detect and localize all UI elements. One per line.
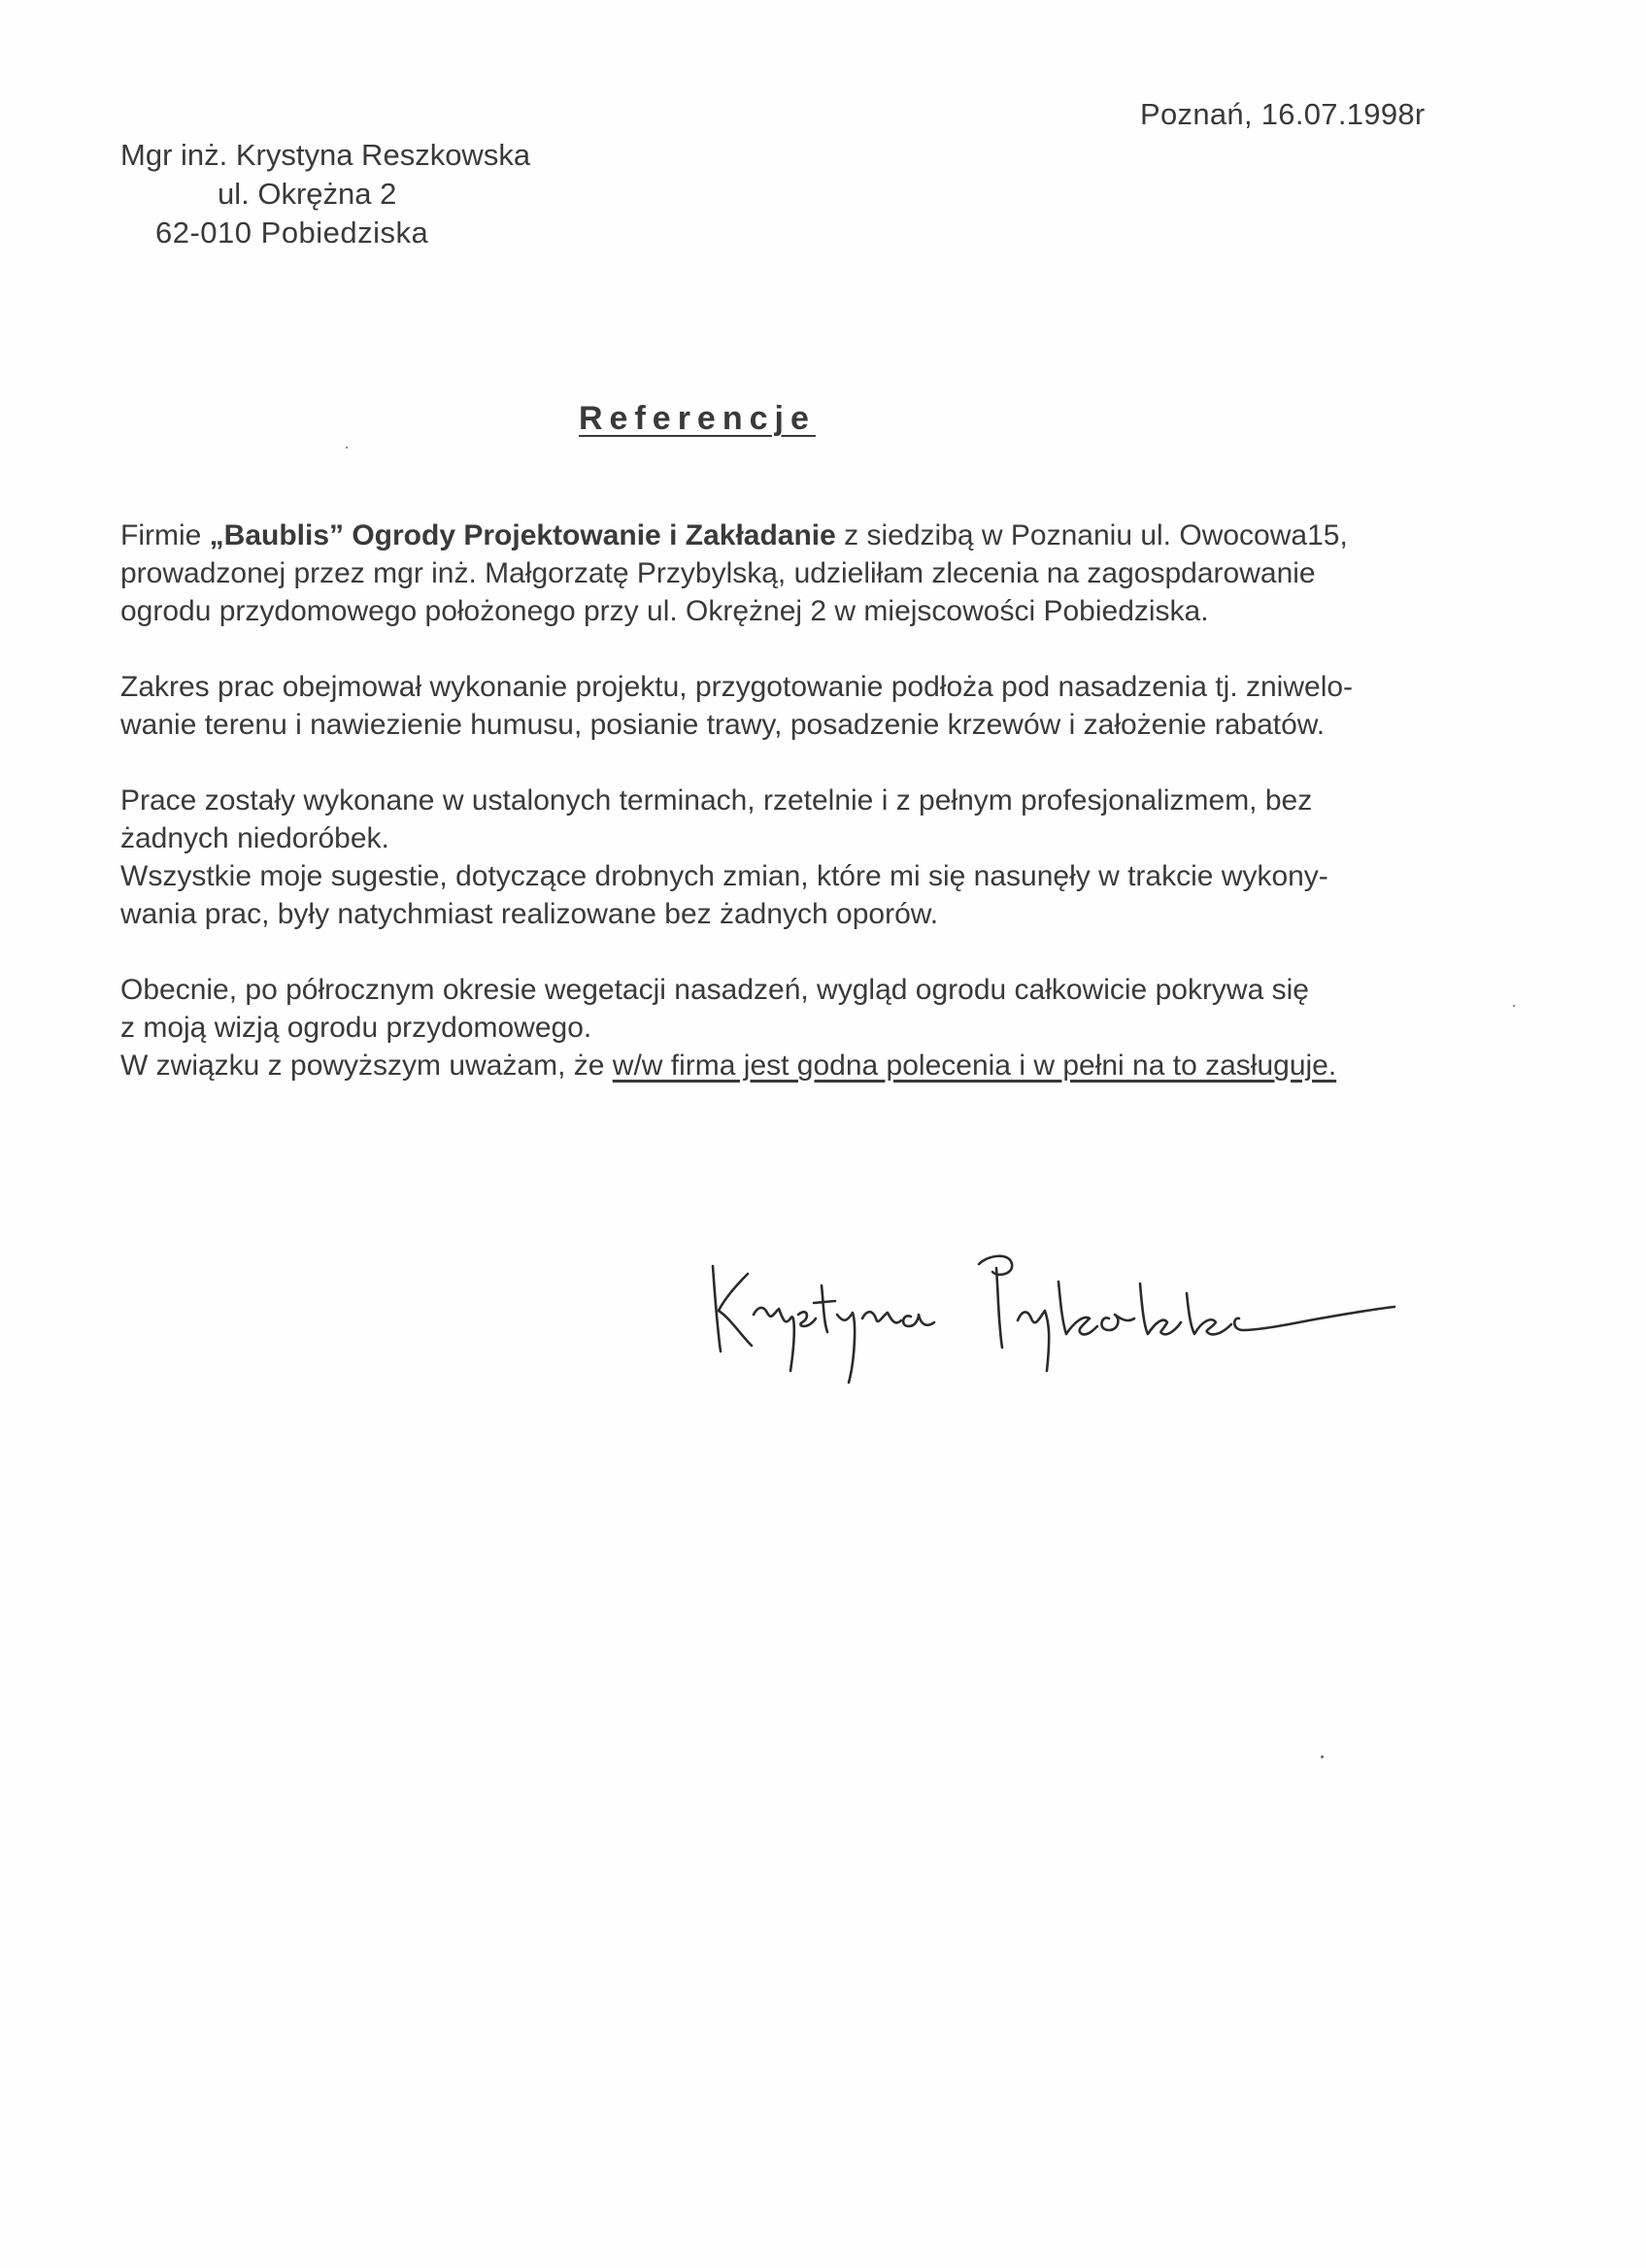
paragraph-3-line-1: Prace zostały wykonane w ustalonych terminach, rzetelnie i z pełnym profesjonalizmem, bez: [120, 784, 1313, 817]
paragraph-3-line-4: wania prac, były natychmiast realizowane bez żadnych oporów.: [120, 898, 939, 930]
paragraph-4: [120, 971, 1519, 1084]
sender-street: ul. Okrężna 2: [218, 177, 397, 211]
paragraph-2-line-1: Zakres prac obejmował wykonanie projektu, przygotowanie podłoża pod nasadzenia tj. zniwelo-: [120, 671, 1354, 703]
paragraph-2: [120, 668, 1519, 744]
letter-title: Referencje: [579, 400, 816, 437]
company-name: „Baublis” Ogrody Projektowanie i Zakładanie: [209, 519, 836, 551]
letter-body: [120, 517, 1519, 1122]
paragraph-3: [120, 782, 1519, 933]
sender-name: Mgr inż. Krystyna Reszkowska: [120, 138, 531, 172]
paragraph-3-line-3: Wszystkie moje sugestie, dotyczące drobnych zmian, które mi się nasunęły w trakcie wykony-: [120, 860, 1328, 892]
date-line: Poznań, 16.07.1998r: [1140, 97, 1426, 131]
paragraph-1-line-1: [120, 517, 1519, 554]
sender-address: [120, 136, 530, 252]
paragraph-1: [120, 517, 1519, 630]
paragraph-1-line-3: ogrodu przydomowego położonego przy ul. Okrężnej 2 w miejscowości Pobiedziska.: [120, 595, 1209, 627]
paragraph-4-line-3-lead: W związku z powyższym uważam, że: [120, 1050, 613, 1082]
scan-speck: [346, 447, 348, 449]
recommendation-statement: w/w firma jest godna polecenia i w pełni na to zasługuje.: [612, 1050, 1337, 1082]
paragraph-1-rest: z siedzibą w Poznaniu ul. Owocowa15,: [835, 519, 1348, 551]
paragraph-4-line-3: [120, 1047, 1519, 1084]
paragraph-2-line-2: wanie terenu i nawiezienie humusu, posianie trawy, posadzenie krzewów i założenie rabatów.: [120, 709, 1326, 741]
scan-speck: [1513, 1005, 1515, 1007]
paragraph-1-lead: Firmie: [120, 519, 210, 551]
paragraph-1-line-2: prowadzonej przez mgr inż. Małgorzatę Przybylską, udzieliłam zlecenia na zagospdarowanie: [120, 557, 1316, 589]
paragraph-3-line-2: żadnych niedoróbek.: [120, 822, 389, 854]
paragraph-4-line-2: z moją wizją ogrodu przydomowego.: [120, 1012, 592, 1044]
sender-city: 62-010 Pobiedziska: [155, 216, 429, 250]
paragraph-4-line-1: Obecnie, po półrocznym okresie wegetacji nasadzeń, wygląd ogrodu całkowicie pokrywa się: [120, 974, 1309, 1006]
scan-speck: [1321, 1755, 1324, 1758]
handwritten-signature: [701, 1225, 1400, 1400]
